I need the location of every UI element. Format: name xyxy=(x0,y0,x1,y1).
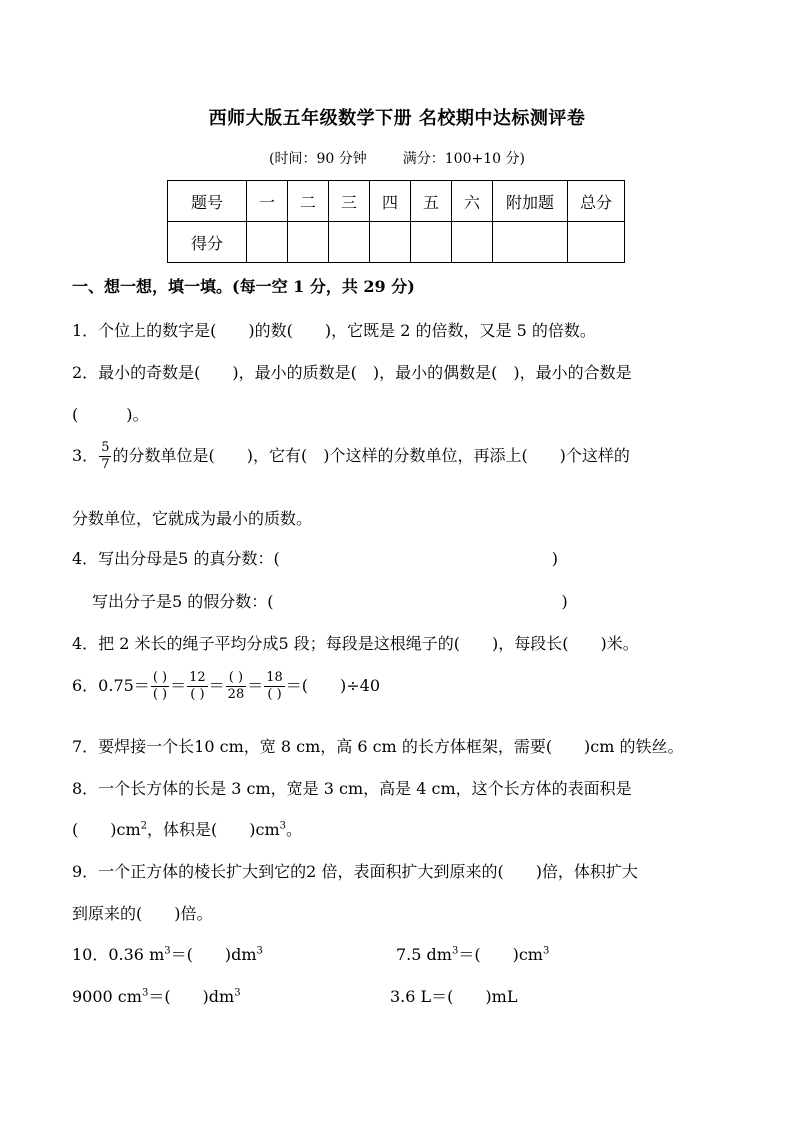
question-9-cont: 到原来的( )倍。 xyxy=(72,904,213,923)
score-header-cell: 附加题 xyxy=(493,181,568,222)
score-header-cell: 二 xyxy=(288,181,329,222)
superscript: 3 xyxy=(256,945,263,957)
superscript: 3 xyxy=(451,945,459,957)
equals-sign: ＝ xyxy=(170,676,187,695)
question-10b xyxy=(396,942,549,965)
score-header-cell: 四 xyxy=(370,181,411,222)
score-table-header-row xyxy=(168,181,625,222)
question-4a: 4．写出分母是5 的真分数：( ) xyxy=(72,549,558,568)
score-cell[interactable] xyxy=(288,222,329,263)
question-8: 8．一个长方体的长是 3 cm，宽是 3 cm，高是 4 cm，这个长方体的表面积是 xyxy=(72,779,632,798)
superscript: 3 xyxy=(234,987,241,999)
exam-info xyxy=(0,148,794,168)
superscript: 2 xyxy=(140,820,147,832)
score-cell[interactable] xyxy=(493,222,568,263)
fraction-denominator: ( ) xyxy=(190,687,205,702)
question-2-cont: ( )。 xyxy=(72,405,149,424)
q10a-right: ＝( )dm xyxy=(170,945,257,964)
question-2: 2．最小的奇数是( )，最小的质数是( )，最小的偶数是( )，最小的合数是 xyxy=(72,363,632,382)
fraction-denominator: 28 xyxy=(227,687,245,702)
fraction-numerator: 12 xyxy=(189,670,206,685)
fraction-numerator: 5 xyxy=(101,440,110,455)
score-cell[interactable] xyxy=(452,222,493,263)
question-8-cont xyxy=(72,817,302,840)
fraction-numerator: ( ) xyxy=(152,670,168,685)
q8-area-blank: ( )cm xyxy=(72,820,141,839)
superscript: 3 xyxy=(164,945,171,957)
score-header-cell: 总分 xyxy=(568,181,625,222)
superscript: 3 xyxy=(141,987,149,999)
score-header-cell: 题号 xyxy=(168,181,247,222)
score-table xyxy=(167,180,625,263)
question-6-start: 6．0.75＝ xyxy=(72,676,150,695)
question-4b: 写出分子是5 的假分数：( ) xyxy=(92,592,568,611)
superscript: 3 xyxy=(279,820,286,832)
page-title: 西师大版五年级数学下册 名校期中达标测评卷 xyxy=(208,108,586,129)
q10b-right: ＝( )cm xyxy=(458,945,543,964)
q10b-left: 7.5 dm xyxy=(396,945,452,964)
fraction-numerator: 18 xyxy=(266,670,283,685)
question-10a xyxy=(72,942,263,965)
q8-volume-blank: ，体积是( )cm xyxy=(147,820,280,839)
score-cell[interactable] xyxy=(329,222,370,263)
question-3-cont: 分数单位，它就成为最小的质数。 xyxy=(72,509,313,528)
question-10c xyxy=(72,984,241,1007)
question-5: 4．把 2 米长的绳子平均分成5 段；每段是这根绳子的( )，每段长( )米。 xyxy=(72,634,639,653)
question-6 xyxy=(72,670,380,703)
score-cell[interactable] xyxy=(411,222,452,263)
q10c-right: ＝( )dm xyxy=(148,987,235,1006)
score-header-cell: 三 xyxy=(329,181,370,222)
equals-sign: ＝ xyxy=(208,676,225,695)
superscript: 3 xyxy=(542,945,550,957)
fraction-blank-1 xyxy=(151,670,169,703)
question-10d: 3.6 L＝( )mL xyxy=(390,987,518,1006)
exam-full-score: 满分：100+10 分) xyxy=(402,151,525,167)
fraction-numerator: ( ) xyxy=(226,670,247,687)
question-1: 1．个位上的数字是( )的数( )，它既是 2 的倍数，又是 5 的倍数。 xyxy=(72,321,596,340)
score-cell[interactable] xyxy=(568,222,625,263)
question-3-number: 3． xyxy=(72,446,99,465)
question-3-text: 的分数单位是( )，它有( )个这样的分数单位，再添上( )个这样的 xyxy=(112,446,630,465)
fraction-denominator: ( ) xyxy=(267,687,282,702)
fraction-denominator: 7 xyxy=(101,457,110,472)
score-cell[interactable] xyxy=(370,222,411,263)
fraction-28 xyxy=(226,670,247,703)
fraction-5-7 xyxy=(99,440,111,473)
score-header-cell: 一 xyxy=(247,181,288,222)
q10a-left: 10．0.36 m xyxy=(72,945,165,964)
section-heading: 一、想一想，填一填。(每一空 1 分，共 29 分) xyxy=(72,277,415,296)
exam-time: (时间：90 分钟 xyxy=(269,151,367,167)
q10c-left: 9000 cm xyxy=(72,987,142,1006)
question-3 xyxy=(72,440,630,473)
question-7: 7．要焊接一个长10 cm，宽 8 cm，高 6 cm 的长方体框架，需要( )cm 的铁丝。 xyxy=(72,737,684,756)
question-9: 9．一个正方体的棱长扩大到它的2 倍，表面积扩大到原来的( )倍，体积扩大 xyxy=(72,862,638,881)
question-6-end: ＝( )÷40 xyxy=(285,676,381,695)
score-header-cell: 六 xyxy=(452,181,493,222)
fraction-denominator: ( ) xyxy=(152,687,168,702)
fraction-12 xyxy=(187,670,208,703)
q8-end: 。 xyxy=(286,820,303,839)
fraction-18 xyxy=(264,670,285,703)
score-table-score-row xyxy=(168,222,625,263)
score-header-cell: 五 xyxy=(411,181,452,222)
score-cell[interactable] xyxy=(247,222,288,263)
score-row-label: 得分 xyxy=(168,222,247,263)
equals-sign: ＝ xyxy=(247,676,264,695)
